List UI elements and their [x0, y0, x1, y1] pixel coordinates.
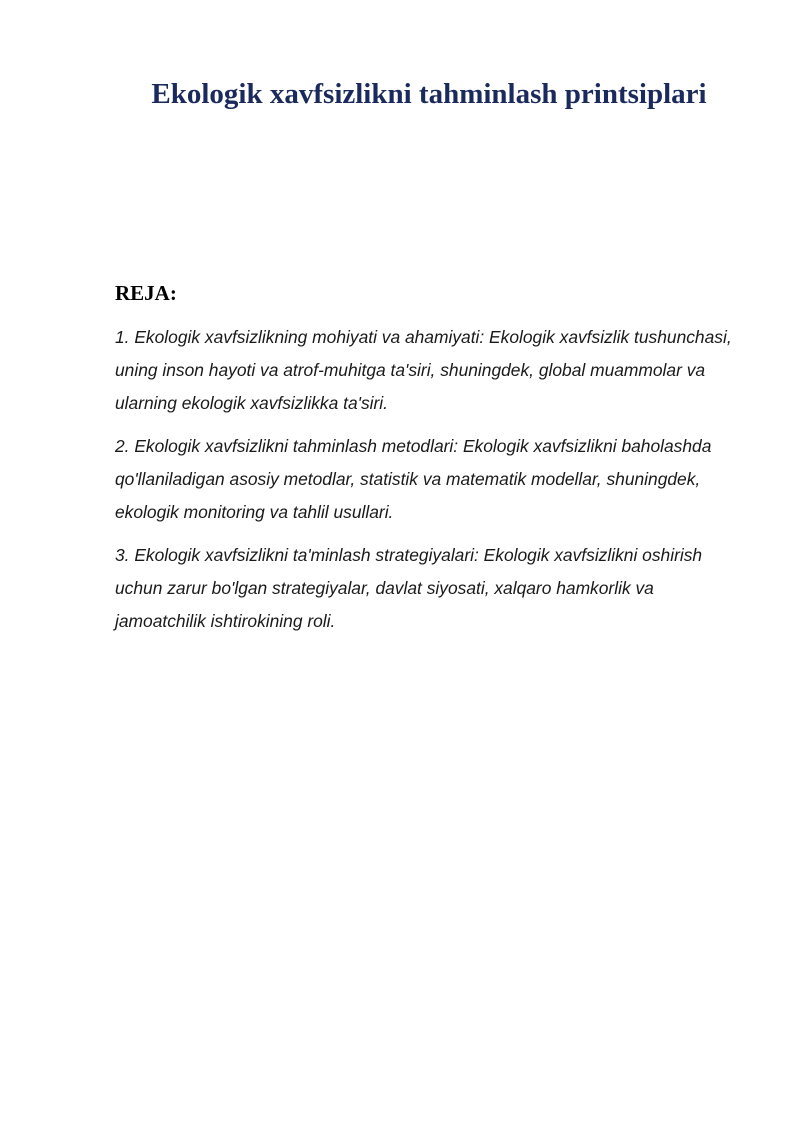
plan-item-1: 1. Ekologik xavfsizlikning mohiyati va ahamiyati: Ekologik xavfsizlik tushunchasi, uning inson hayoti va atrof-muhitga ta'siri, shuningdek, global muammolar va ularning ekologik xavfsizlikka ta'siri.: [115, 327, 732, 413]
plan-heading: REJA:: [115, 281, 177, 305]
plan-item-2: 2. Ekologik xavfsizlikni tahminlash metodlari: Ekologik xavfsizlikni baholashda qo'llaniladigan asosiy metodlar, statistik va matematik modellar, shuningdek, ekologik monitoring va tahlil usullari.: [115, 436, 712, 522]
document-title: Ekologik xavfsizlikni tahminlash printsiplari: [151, 78, 707, 110]
plan-list: [115, 321, 743, 648]
plan-item-3: 3. Ekologik xavfsizlikni ta'minlash strategiyalari: Ekologik xavfsizlikni oshirish uchun zarur bo'lgan strategiyalar, davlat siyosati, xalqaro hamkorlik va jamoatchilik ishtirokining roli.: [115, 545, 703, 631]
